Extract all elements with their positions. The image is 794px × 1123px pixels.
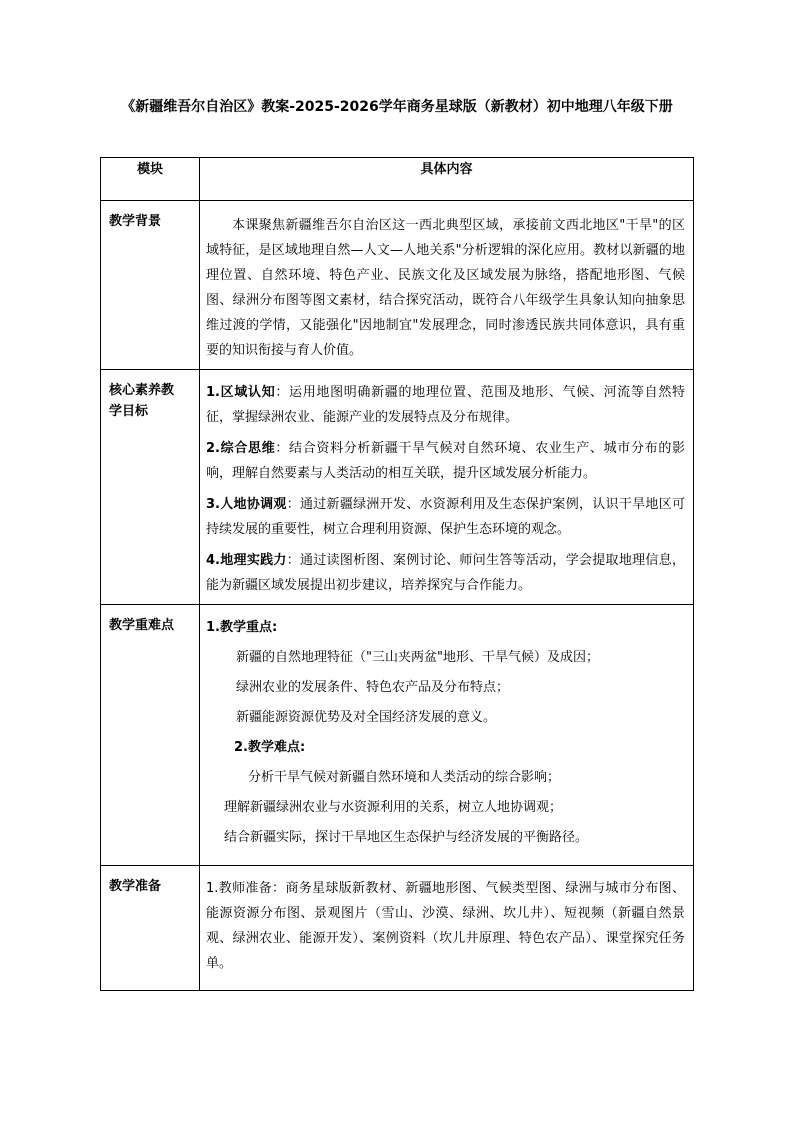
table-header-row — [101, 158, 694, 201]
table-row-keypoints — [101, 605, 694, 866]
goal-text: ：运用地图明确新疆的地理位置、范围及地形、气候、河流等自然特征，掌握绿洲农业、能源产业的发展特点及分布规律。 — [206, 385, 685, 425]
focus-item: 绿洲农业的发展条件、特色农产品及分布特点； — [236, 680, 510, 695]
row-content-preparation — [200, 866, 694, 991]
goal-item — [206, 380, 685, 430]
row-label-goals: 核心素养教学目标 — [101, 370, 200, 605]
row-label-background: 教学背景 — [101, 201, 200, 370]
table-row-preparation — [101, 866, 694, 991]
focus-item: 新疆能源资源优势及对全国经济发展的意义。 — [236, 710, 497, 725]
goal-text: ：通过读图析图、案例讨论、师问生答等活动，学会提取地理信息，能为新疆区域发展提出初步建议，培养探究与合作能力。 — [206, 553, 685, 593]
difficulty-item: 分析干旱气候对新疆自然环境和人类活动的综合影响； — [248, 770, 561, 785]
row-content-goals — [200, 370, 694, 605]
goal-item — [206, 436, 685, 486]
preparation-paragraph: 1.教师准备：商务星球版新教材、新疆地形图、气候类型图、绿洲与城市分布图、能源资源分布图、景观图片（雪山、沙漠、绿洲、坎儿井）、短视频（新疆自然景观、绿洲农业、能源开发）、案例资料（坎儿井原理、特色农产品）、课堂探究任务单。 — [206, 881, 685, 971]
table-row-goals — [101, 370, 694, 605]
difficulty-item: 理解新疆绿洲农业与水资源利用的关系，树立人地协调观； — [224, 800, 563, 815]
background-paragraph: 本课聚焦新疆维吾尔自治区这一西北典型区域，承接前文西北地区"干旱"的区域特征，是区域地理自然—人文—人地关系"分析逻辑的深化应用。教材以新疆的地理位置、自然环境、特色产业、民族文化及区域发展为脉络，搭配地形图、气候图、绿洲分布图等图文素材，结合探究活动，既符合八年级学生具象认知向抽象思维过渡的学情，又能强化"因地制宜"发展理念，同时渗透民族共同体意识，具有重要的知识衔接与育人价值。 — [206, 218, 685, 358]
goal-text: ：结合资料分析新疆干旱气候对自然环境、农业生产、城市分布的影响，理解自然要素与人类活动的相互关联，提升区域发展分析能力。 — [206, 441, 685, 481]
goal-title: 3.人地协调观 — [206, 497, 287, 512]
goal-item — [206, 492, 685, 542]
row-label-preparation: 教学准备 — [101, 866, 200, 991]
focus-item: 新疆的自然地理特征（"三山夹两盆"地形、干旱气候）及成因； — [236, 650, 599, 665]
goal-title: 1.区域认知 — [206, 385, 276, 400]
difficulty-title: 2.教学难点: — [234, 740, 306, 755]
header-content: 具体内容 — [200, 158, 694, 201]
row-content-background — [200, 201, 694, 370]
row-content-keypoints — [200, 605, 694, 866]
document-title: 《新疆维吾尔自治区》教案-2025-2026学年商务星球版（新教材）初中地理八年级下册 — [121, 99, 673, 115]
header-module: 模块 — [101, 158, 200, 201]
goal-text: ：通过新疆绿洲开发、水资源利用及生态保护案例，认识干旱地区可持续发展的重要性，树立合理利用资源、保护生态环境的观念。 — [206, 497, 685, 537]
focus-title: 1.教学重点: — [206, 620, 278, 635]
difficulty-item: 结合新疆实际，探讨干旱地区生态保护与经济发展的平衡路径。 — [224, 830, 589, 845]
goal-title: 2.综合思维 — [206, 441, 276, 456]
goal-item — [206, 548, 685, 598]
row-label-keypoints: 教学重难点 — [101, 605, 200, 866]
lesson-plan-table — [100, 157, 694, 991]
goal-title: 4.地理实践力 — [206, 553, 287, 568]
table-row-background — [101, 201, 694, 370]
